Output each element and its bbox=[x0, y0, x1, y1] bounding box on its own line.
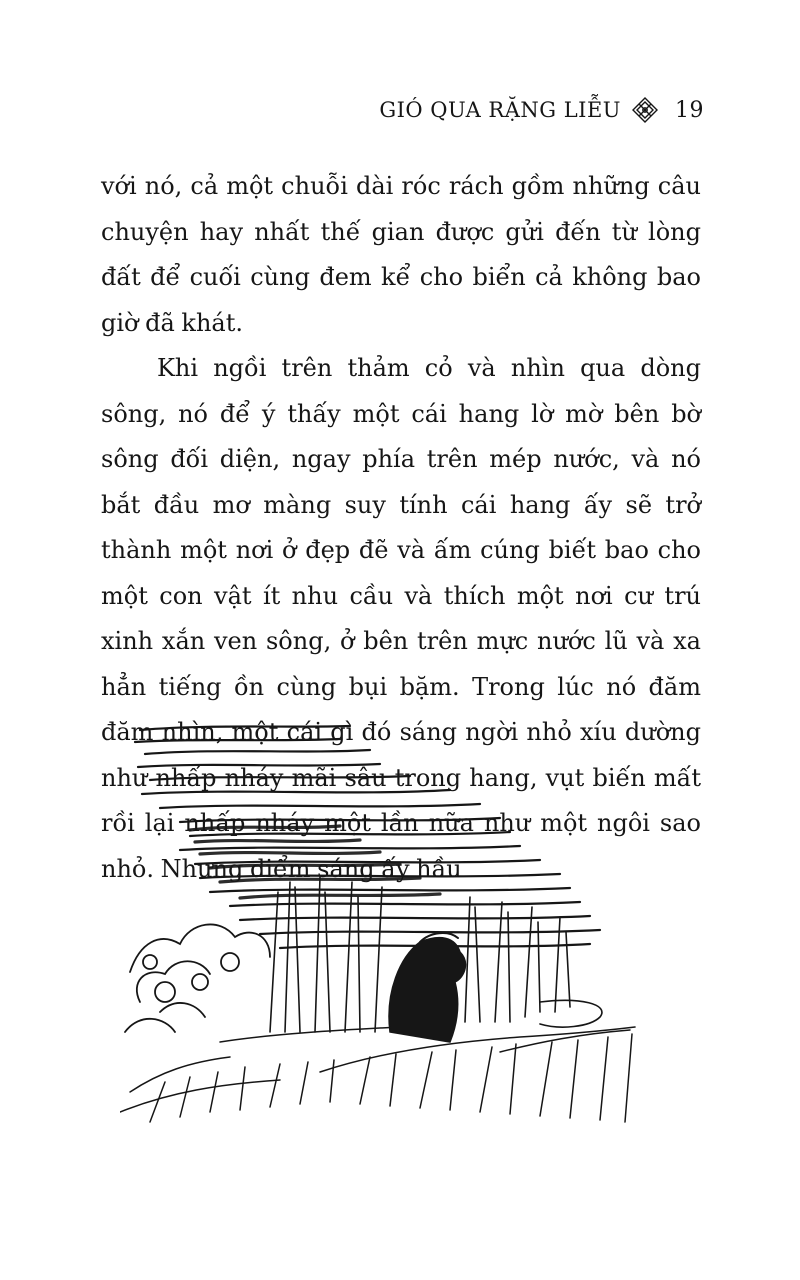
foreground-grass bbox=[120, 1027, 635, 1122]
running-head bbox=[379, 96, 704, 124]
riverbank-mole-illustration bbox=[120, 712, 640, 1132]
river-edge bbox=[540, 1000, 602, 1027]
bushes bbox=[125, 924, 270, 1032]
page-number: 19 bbox=[675, 97, 704, 123]
water-hatching bbox=[135, 726, 600, 948]
diamond-knot-ornament-icon bbox=[631, 96, 659, 124]
paragraph-2: Khi ngồi trên thảm cỏ và nhìn qua dòng sông, nó để ý thấy một cái hang lờ mờ bên bờ sông đối diện, ngay phía trên mép nước, và nó bắt đầu mơ màng suy tính cái hang ấy sẽ trở thành một nơi ở đẹp đẽ và ấm cúng biết bao cho một con vật ít nhu cầu và thích một nơi cư trú xinh xắn ven sông, ở bên trên mực nước lũ và xa hẳn tiếng ồn cùng bụi bặm. Trong lúc nó đăm đăm nhìn, một cái gì đó sáng ngời nhỏ xíu dường như nhấp nháy mãi sâu trong hang, vụt biến mất rồi lại nhấp nháy một lần nữa như một ngôi sao nhỏ. Nhưng điểm sáng ấy hầu bbox=[101, 354, 701, 883]
book-title: GIÓ QUA RẶNG LIỄU bbox=[379, 98, 621, 122]
mole-figure bbox=[389, 933, 465, 1042]
paragraph-1: với nó, cả một chuỗi dài róc rách gồm những câu chuyện hay nhất thế gian được gửi đến từ lòng đất để cuối cùng đem kể cho biển cả không bao giờ đã khát. bbox=[101, 172, 701, 337]
